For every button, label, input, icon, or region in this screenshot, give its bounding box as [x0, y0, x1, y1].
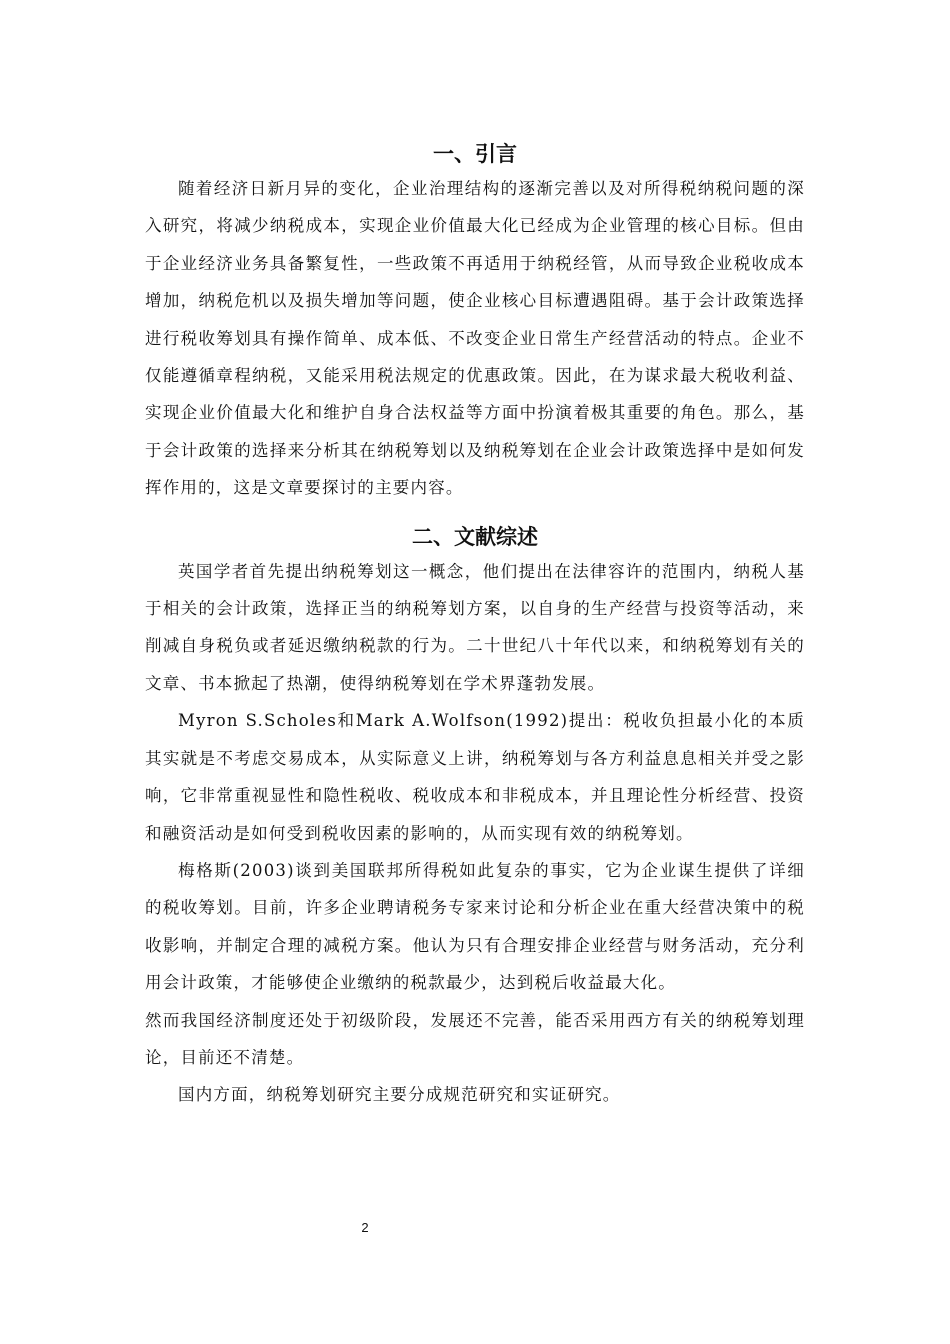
paragraph-literature-5: 国内方面，纳税筹划研究主要分成规范研究和实证研究。: [178, 1085, 621, 1105]
paragraph-literature-1: 英国学者首先提出纳税筹划这一概念，他们提出在法律容许的范围内，纳税人基于相关的会计政策，选择正当的纳税筹划方案，以自身的生产经营与投资等活动，来削减自身税负或者延迟缴纳税款的行为。二十世纪八十年代以来，和纳税筹划有关的文章、书本掀起了热潮，使得纳税筹划在学术界蓬勃发展。: [145, 561, 805, 693]
page-content: [145, 138, 805, 1114]
section-heading-literature-review: 二、文献综述: [412, 524, 538, 549]
page-number: 2: [361, 1220, 369, 1235]
paragraph-literature-4: 然而我国经济制度还处于初级阶段，发展还不完善，能否采用西方有关的纳税筹划理论，目前还不清楚。: [145, 1010, 805, 1067]
section-heading-introduction: 一、引言: [433, 142, 517, 166]
paragraph-literature-2: Myron S.Scholes和Mark A.Wolfson(1992)提出：税收负担最小化的本质其实就是不考虑交易成本，从实际意义上讲，纳税筹划与各方利益息息相关并受之影响，它非常重视显性和隐性税收、税收成本和非税成本，并且理论性分析经营、投资和融资活动是如何受到税收因素的影响的，从而实现有效的纳税筹划。: [145, 711, 805, 843]
paragraph-introduction: 随着经济日新月异的变化，企业治理结构的逐渐完善以及对所得税纳税问题的深入研究，将减少纳税成本，实现企业价值最大化已经成为企业管理的核心目标。但由于企业经济业务具备繁复性，一些政策不再适用于纳税经管，从而导致企业税收成本增加，纳税危机以及损失增加等问题，使企业核心目标遭遇阻碍。基于会计政策选择进行税收筹划具有操作简单、成本低、不改变企业日常生产经营活动的特点。企业不仅能遵循章程纳税，又能采用税法规定的优惠政策。因此，在为谋求最大税收利益、实现企业价值最大化和维护自身合法权益等方面中扮演着极其重要的角色。那么，基于会计政策的选择来分析其在纳税筹划以及纳税筹划在企业会计政策选择中是如何发挥作用的，这是文章要探讨的主要内容。: [145, 179, 805, 498]
paragraph-literature-3: 梅格斯(2003)谈到美国联邦所得税如此复杂的事实，它为企业谋生提供了详细的税收筹划。目前，许多企业聘请税务专家来讨论和分析企业在重大经营决策中的税收影响，并制定合理的减税方案。他认为只有合理安排企业经营与财务活动，充分利用会计政策，才能够使企业缴纳的税款最少，达到税后收益最大化。: [145, 860, 805, 993]
